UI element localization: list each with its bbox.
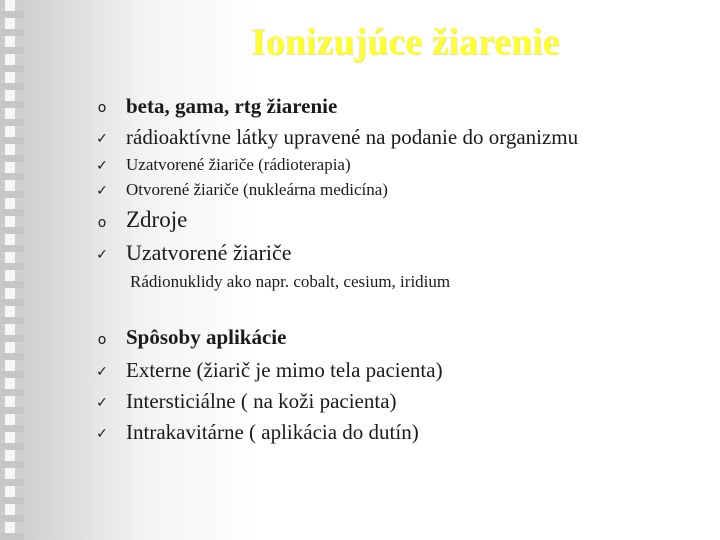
bullet-text: Uzatvorené žiariče (rádioterapia) [126, 155, 351, 174]
checkmark-bullet-icon: ✓ [96, 426, 108, 442]
bullet-text: beta, gama, rtg žiarenie [126, 94, 338, 118]
checkmark-bullet-icon: ✓ [96, 395, 108, 411]
checkmark-bullet-icon: ✓ [96, 247, 108, 263]
bullet-text: Rádionuklidy ako napr. cobalt, cesium, iridium [130, 272, 451, 291]
circle-bullet-icon: o [97, 215, 107, 231]
circle-bullet-icon: o [97, 100, 107, 116]
checkmark-bullet-icon: ✓ [96, 364, 108, 380]
bullet-text: Intrakavitárne ( aplikácia do dutín) [126, 420, 419, 444]
circle-bullet-icon: o [97, 332, 107, 348]
bullet-text: rádioaktívne látky upravené na podanie do organizmu [126, 125, 579, 149]
bullet-text: Zdroje [126, 207, 188, 232]
checkmark-bullet-icon: ✓ [96, 183, 108, 199]
slide-title: Ionizujúce žiarenie [250, 21, 560, 63]
bullet-text: Otvorené žiariče (nukleárna medicína) [126, 180, 388, 199]
bullet-text: Uzatvorené žiariče [126, 240, 292, 265]
checkmark-bullet-icon: ✓ [96, 158, 108, 174]
bullet-text: Externe (žiarič je mimo tela pacienta) [126, 358, 443, 382]
bullet-text: Intersticiálne ( na koži pacienta) [126, 389, 397, 413]
checkmark-bullet-icon: ✓ [96, 131, 108, 147]
bullet-text: Spôsoby aplikácie [126, 325, 287, 349]
decorative-square-strip-gaps [0, 0, 24, 540]
